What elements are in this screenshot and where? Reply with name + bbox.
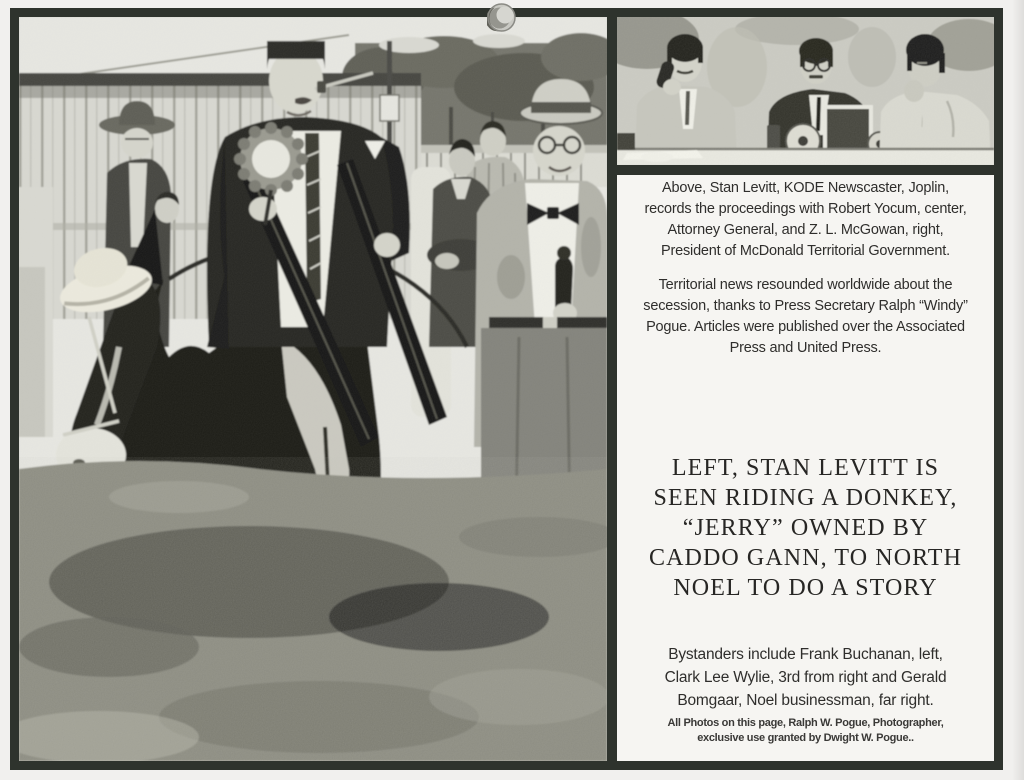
headline-line: “JERRY” OWNED BY xyxy=(682,515,929,541)
film-grain xyxy=(617,17,994,165)
photo-credit xyxy=(623,716,988,746)
text-line: President of McDonald Territorial Government. xyxy=(661,243,950,259)
headline-line: NOEL TO DO A STORY xyxy=(673,575,938,601)
news-paragraph xyxy=(623,275,988,359)
grass-texture xyxy=(19,457,607,761)
text-line: Pogue. Articles were published over the Associated xyxy=(646,319,965,335)
binder-hole-punch-icon xyxy=(487,3,516,32)
headline-line: SEEN RIDING A DONKEY, xyxy=(653,485,958,511)
text-line: exclusive use granted by Dwight W. Pogue.. xyxy=(697,732,914,744)
recording-photo-illustration xyxy=(617,17,994,165)
stan-levitt-riding-donkey-photo xyxy=(19,17,607,761)
headline-line: LEFT, STAN LEVITT IS xyxy=(671,455,940,481)
page-frame xyxy=(10,8,1003,770)
kode-newscast-recording-photo xyxy=(617,17,994,165)
text-line: secession, thanks to Press Secretary Ralph “Windy” xyxy=(643,298,968,314)
text-line: Clark Lee Wylie, 3rd from right and Gerald xyxy=(664,669,947,686)
donkey-photo-illustration xyxy=(19,17,607,761)
bystanders-caption xyxy=(623,643,988,712)
text-line: Above, Stan Levitt, KODE Newscaster, Joplin, xyxy=(662,180,949,196)
text-line: Territorial news resounded worldwide about the xyxy=(658,277,953,293)
text-line: Bomgaar, Noel businessman, far right. xyxy=(677,692,934,709)
scan-edge-shadow xyxy=(1012,0,1024,780)
text-line: records the proceedings with Robert Yocum, center, xyxy=(644,201,967,217)
headline xyxy=(623,453,988,603)
text-line: Press and United Press. xyxy=(729,340,882,356)
headline-line: CADDO GANN, TO NORTH xyxy=(648,545,962,571)
text-line: Bystanders include Frank Buchanan, left, xyxy=(668,646,943,663)
caption-above-photo xyxy=(623,178,988,262)
text-line: Attorney General, and Z. L. McGowan, right, xyxy=(667,222,944,238)
text-line: All Photos on this page, Ralph W. Pogue, Photographer, xyxy=(667,717,944,729)
text-panel xyxy=(617,175,994,761)
